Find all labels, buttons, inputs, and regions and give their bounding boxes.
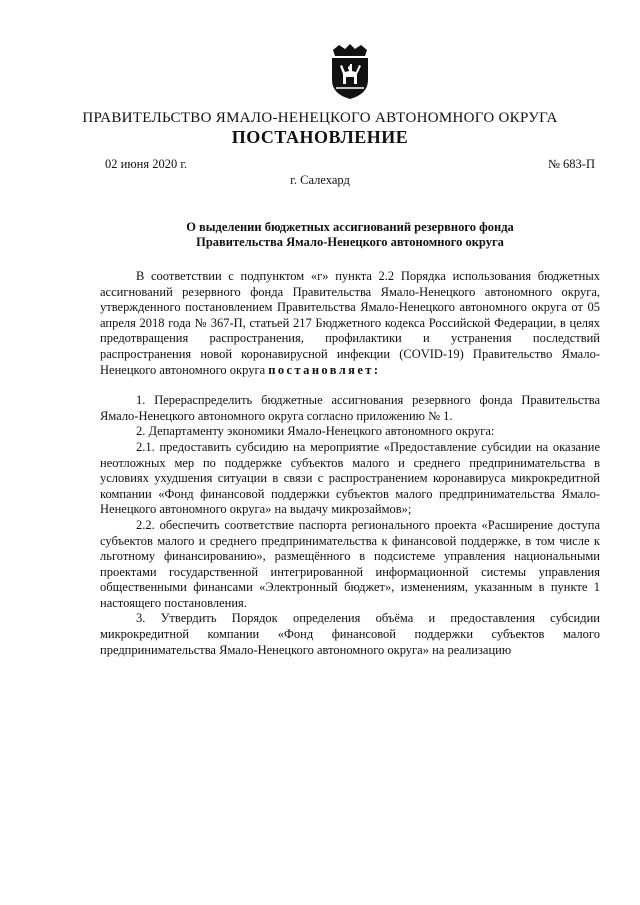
coat-of-arms-icon bbox=[329, 44, 371, 100]
decree-word: постановляет: bbox=[268, 362, 381, 377]
paragraph-1: 1. Перераспределить бюджетные ассигнования резервного фонда Правительства Ямало-Ненецкого автономного округа согласно приложению № 1. bbox=[100, 393, 600, 423]
document-body bbox=[100, 269, 600, 658]
document-city: г. Салехард bbox=[290, 173, 350, 187]
paragraph-2-1: 2.1. предоставить субсидию на мероприятие «Предоставление субсидии на оказание неотложных мер по поддержке субъектов малого и среднего предпринимательства в условиях ухудшения ситуации в связи с распространением коронавируса микрокредитной компании «Фонд финансовой поддержки субъектов малого предпринимательства Ямало-Ненецкого автономного округа» на выдачу микрозаймов»; bbox=[100, 439, 600, 517]
title-line-1: О выделении бюджетных ассигнований резервного фонда bbox=[186, 220, 514, 234]
document-date: 02 июня 2020 г. bbox=[105, 157, 188, 171]
paragraph-2: 2. Департаменту экономики Ямало-Ненецкого автономного округа: bbox=[136, 424, 495, 439]
document-number: № 683-П bbox=[548, 157, 595, 171]
paragraph-2-2: 2.2. обеспечить соответствие паспорта регионального проекта «Расширение доступа субъектов малого и среднего предпринимательства к финансовой поддержке, в том числе к льготному финансированию», размещённого в подсистеме управления национальными проектами государственной интегрированной информационной системы управления общественными финансами «Электронный бюджет», изменениям, указанным в пункте 1 настоящего постановления. bbox=[100, 517, 600, 610]
intro-paragraph bbox=[100, 269, 600, 378]
title-line-2: Правительства Ямало-Ненецкого автономного округа bbox=[196, 235, 504, 249]
paragraph-3: 3. Утвердить Порядок определения объёма и предоставления субсидии микрокредитной компании «Фонд финансовой поддержки субъектов малого предпринимательства Ямало-Ненецкого автономного округа» на реализацию bbox=[100, 611, 600, 657]
document-title bbox=[100, 220, 600, 250]
government-name: ПРАВИТЕЛЬСТВО ЯМАЛО-НЕНЕЦКОГО АВТОНОМНОГО ОКРУГА bbox=[82, 110, 558, 126]
intro-text: В соответствии с подпунктом «г» пункта 2.2 Порядка использования бюджетных ассигнований резервного фонда Правительства Ямало-Ненецкого автономного округа, утвержденного постановлением Правительства Ямало-Ненецкого автономного округа от 05 апреля 2018 года № 367-П, статьей 217 Бюджетного кодекса Российской Федерации, в целях предотвращения распространения, профилактики и устранения последствий распространения новой коронавирусной инфекции (COVID-19) Правительство Ямало-Ненецкого автономного округа bbox=[100, 269, 600, 377]
document-type: ПОСТАНОВЛЕНИЕ bbox=[231, 127, 409, 147]
